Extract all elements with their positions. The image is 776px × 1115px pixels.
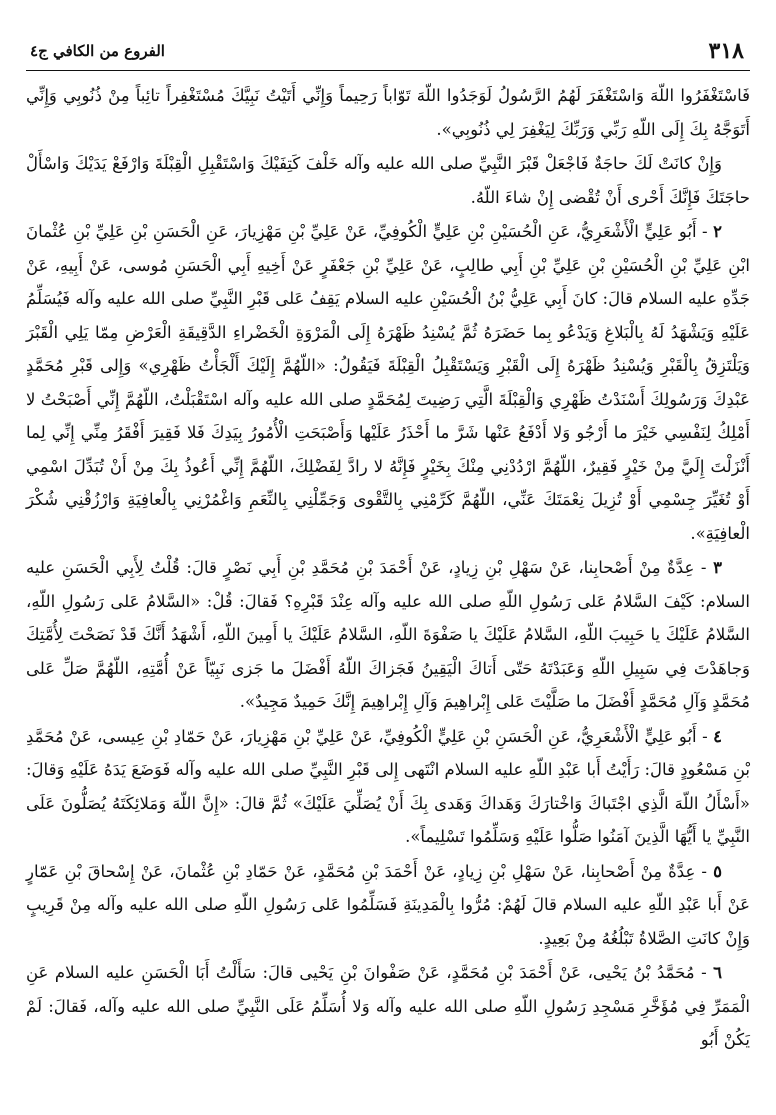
hadith-number: ٢: [713, 222, 722, 241]
body-text: [26, 79, 750, 1057]
hadith-4: ٤ - أَبُو عَلِيٍّ الْأَشْعَرِيُّ، عَنِ الْحَسَنِ بْنِ عَلِيٍّ الْكُوفِيِّ، عَنْ عَلِيِّ بْنِ مَهْزِيارَ، عَنْ حَمّادِ بْنِ عِيسى، عَنْ مُحَمَّدِ بْنِ مَسْعُودٍ قالَ: رَأَيْتُ أَبا عَبْدِ اللّهِ عليه السلام انْتَهى إِلى قَبْرِ النَّبِيِّ صلى الله عليه وآله فَوَضَعَ يَدَهُ عَلَيْهِ وَقالَ: «أَسْأَلُ اللّهَ الَّذِي اجْتَباكَ وَاخْتارَكَ وَهَداكَ وَهَدى بِكَ أَنْ يُصَلِّيَ عَلَيْكَ» ثُمَّ قالَ: «إِنَّ اللّهَ وَمَلائِكَتَهُ يُصَلُّونَ عَلَى النَّبِيِّ يا أَيُّهَا الَّذِينَ آمَنُوا صَلُّوا عَلَيْهِ وَسَلِّمُوا تَسْلِيماً».: [26, 726, 750, 846]
hadith-number: ٣: [713, 558, 722, 577]
paragraph-text: أَبُو عَلِيٍّ الْأَشْعَرِيُّ، عَنِ الْحُسَيْنِ بْنِ عَلِيٍّ الْكُوفِيِّ، عَنْ عَلِيِّ بْنِ مَهْزِيارَ، عَنِ الْحَسَنِ بْنِ عَلِيِّ بْنِ عُثْمانَ ابْنِ عَلِيِّ بْنِ الْحُسَيْنِ بْنِ عَلِيِّ بْنِ أَبِي طالِبٍ، عَنْ عَلِيِّ بْنِ جَعْفَرٍ عَنْ أَخِيهِ أَبِي الْحَسَنِ مُوسى، عَنْ أَبِيهِ، عَنْ جَدِّهِ عليه السلام قالَ: كانَ أَبِي عَلِيُّ بْنُ الْحُسَيْنِ عليه السلام يَقِفُ عَلى قَبْرِ النَّبِيِّ صلى الله عليه وآله فَيُسَلِّمُ عَلَيْهِ وَيَشْهَدُ لَهُ بِالْبَلاغِ وَيَدْعُو بِما حَضَرَهُ ثُمَّ يُسْنِدُ ظَهْرَهُ إِلَى الْمَرْوَةِ الْخَضْراءِ الدَّقِيقَةِ الْعَرْضِ مِمّا يَلِي الْقَبْرَ وَيَلْتَزِقُ بِالْقَبْرِ وَيُسْنِدُ ظَهْرَهُ إِلَى الْقَبْرِ وَيَسْتَقْبِلُ الْقِبْلَةَ فَيَقُولُ: «اللّهُمَّ إِلَيْكَ أَلْجَأْتُ ظَهْرِي» وَإِلى قَبْرِ مُحَمَّدٍ عَبْدِكَ وَرَسُولِكَ أَسْنَدْتُ ظَهْرِي وَالْقِبْلَةَ الَّتِي رَضِيتَ لِمُحَمَّدٍ صلى الله عليه وآله اسْتَقْبَلْتُ، اللّهُمَّ إِنِّي أَصْبَحْتُ لا أَمْلِكُ لِنَفْسِي خَيْرَ ما أَرْجُو وَلا أَدْفَعُ عَنْها شَرَّ ما أَحْذَرُ عَلَيْها وَأَصْبَحَتِ الْأُمُورُ بِيَدِكَ فَلا فَقِيرَ أَفْقَرُ مِنِّي إِنِّي لِما أَنْزَلْتَ إِلَيَّ مِنْ خَيْرٍ فَقِيرٌ، اللّهُمَّ ارْدُدْنِي مِنْكَ بِخَيْرٍ فَإِنَّهُ لا رادَّ لِفَضْلِكَ، اللّهُمَّ إِنِّي أَعُوذُ بِكَ مِنْ أَنْ تُبَدِّلَ اسْمِي أَوْ تُغَيِّرَ جِسْمِي أَوْ تُزِيلَ نِعْمَتَكَ عَنِّي، اللّهُمَّ كَرِّمْنِي بِالتَّقْوى وَجَمِّلْنِي بِالنِّعَمِ وَاغْمُرْنِي بِالْعافِيَةِ وَارْزُقْنِي شُكْرَ الْعافِيَةِ».: [26, 222, 750, 543]
hadith-6: ٦ - مُحَمَّدُ بْنُ يَحْيى، عَنْ أَحْمَدَ بْنِ مُحَمَّدٍ، عَنْ صَفْوانَ بْنِ يَحْيى قالَ: سَأَلْتُ أَبَا الْحَسَنِ عليه السلام عَنِ الْمَمَرِّ فِي مُؤَخَّرِ مَسْجِدِ رَسُولِ اللّهِ صلى الله عليه وآله وَلا أُسَلِّمُ عَلَى النَّبِيِّ صلى الله عليه وآله، فَقالَ: لَمْ يَكُنْ أَبُو: [26, 963, 750, 1049]
paragraph-text: عِدَّةٌ مِنْ أَصْحابِنا، عَنْ سَهْلِ بْنِ زِيادٍ، عَنْ أَحْمَدَ بْنِ مُحَمَّدِ بْنِ أَبِي نَصْرٍ قالَ: قُلْتُ لِأَبِي الْحَسَنِ عليه السلام: كَيْفَ السَّلامُ عَلى رَسُولِ اللّهِ صلى الله عليه وآله عِنْدَ قَبْرِهِ؟ فَقالَ: قُلْ: «السَّلامُ عَلى رَسُولِ اللّهِ، السَّلامُ عَلَيْكَ يا حَبِيبَ اللّهِ، السَّلامُ عَلَيْكَ يا صَفْوَةَ اللّهِ، السَّلامُ عَلَيْكَ يا أَمِينَ اللّهِ، أَشْهَدُ أَنَّكَ قَدْ نَصَحْتَ لِأُمَّتِكَ وَجاهَدْتَ فِي سَبِيلِ اللّهِ وَعَبَدْتَهُ حَتّى أَتاكَ الْيَقِينُ فَجَزاكَ اللّهُ أَفْضَلَ ما جَزى نَبِيّاً عَنْ أُمَّتِهِ، اللّهُمَّ صَلِّ عَلى مُحَمَّدٍ وَآلِ مُحَمَّدٍ أَفْضَلَ ما صَلَّيْتَ عَلى إِبْراهِيمَ وَآلِ إِبْراهِيمَ إِنَّكَ حَمِيدٌ مَجِيدٌ».: [26, 558, 750, 711]
paragraph-text: وَإِنْ كانَتْ لَكَ حاجَةٌ فَاجْعَلْ قَبْرَ النَّبِيِّ صلى الله عليه وآله خَلْفَ كَتِفَيْكَ وَاسْتَقْبِلِ الْقِبْلَةَ وَارْفَعْ يَدَيْكَ وَاسْأَلْ حاجَتَكَ فَإِنَّكَ أَحْرى أَنْ تُقْضى إِنْ شاءَ اللّهُ.: [26, 154, 750, 207]
hadith-number: ٥: [713, 861, 722, 881]
hadith-number: ٦: [713, 963, 722, 982]
paragraph-text: فَاسْتَغْفَرُوا اللّهَ وَاسْتَغْفَرَ لَهُمُ الرَّسُولُ لَوَجَدُوا اللّهَ تَوّاباً رَحِيماً وَإِنِّي أَتَيْتُ نَبِيَّكَ مُسْتَغْفِراً تائِباً مِنْ ذُنُوبِي وَإِنِّي أَتَوَجَّهُ بِكَ إِلَى اللّهِ رَبِّي وَرَبِّكَ لِيَغْفِرَ لِي ذُنُوبِي».: [26, 86, 750, 139]
paragraph-text: مُحَمَّدُ بْنُ يَحْيى، عَنْ أَحْمَدَ بْنِ مُحَمَّدٍ، عَنْ صَفْوانَ بْنِ يَحْيى قالَ: سَأَلْتُ أَبَا الْحَسَنِ عليه السلام عَنِ الْمَمَرِّ فِي مُؤَخَّرِ مَسْجِدِ رَسُولِ اللّهِ صلى الله عليه وآله وَلا أُسَلِّمُ عَلَى النَّبِيِّ صلى الله عليه وآله، فَقالَ: لَمْ يَكُنْ أَبُو: [26, 963, 750, 1049]
paragraph-need: [26, 147, 750, 214]
hadith-3: ٣ - عِدَّةٌ مِنْ أَصْحابِنا، عَنْ سَهْلِ بْنِ زِيادٍ، عَنْ أَحْمَدَ بْنِ مُحَمَّدِ بْنِ أَبِي نَصْرٍ قالَ: قُلْتُ لِأَبِي الْحَسَنِ عليه السلام: كَيْفَ السَّلامُ عَلى رَسُولِ اللّهِ صلى الله عليه وآله عِنْدَ قَبْرِهِ؟ فَقالَ: قُلْ: «السَّلامُ عَلى رَسُولِ اللّهِ، السَّلامُ عَلَيْكَ يا حَبِيبَ اللّهِ، السَّلامُ عَلَيْكَ يا صَفْوَةَ اللّهِ، السَّلامُ عَلَيْكَ يا أَمِينَ اللّهِ، أَشْهَدُ أَنَّكَ قَدْ نَصَحْتَ لِأُمَّتِكَ وَجاهَدْتَ فِي سَبِيلِ اللّهِ وَعَبَدْتَهُ حَتّى أَتاكَ الْيَقِينُ فَجَزاكَ اللّهُ أَفْضَلَ ما جَزى نَبِيّاً عَنْ أُمَّتِهِ، اللّهُمَّ صَلِّ عَلى مُحَمَّدٍ وَآلِ مُحَمَّدٍ أَفْضَلَ ما صَلَّيْتَ عَلى إِبْراهِيمَ وَآلِ إِبْراهِيمَ إِنَّكَ حَمِيدٌ مَجِيدٌ».: [26, 558, 750, 711]
paragraph-text: أَبُو عَلِيٍّ الْأَشْعَرِيُّ، عَنِ الْحَسَنِ بْنِ عَلِيٍّ الْكُوفِيِّ، عَنْ عَلِيِّ بْنِ مَهْزِيارَ، عَنْ حَمّادِ بْنِ عِيسى، عَنْ مُحَمَّدِ بْنِ مَسْعُودٍ قالَ: رَأَيْتُ أَبا عَبْدِ اللّهِ عليه السلام انْتَهى إِلى قَبْرِ النَّبِيِّ صلى الله عليه وآله فَوَضَعَ يَدَهُ عَلَيْهِ وَقالَ: «أَسْأَلُ اللّهَ الَّذِي اجْتَباكَ وَاخْتارَكَ وَهَداكَ وَهَدى بِكَ أَنْ يُصَلِّيَ عَلَيْكَ» ثُمَّ قالَ: «إِنَّ اللّهَ وَمَلائِكَتَهُ يُصَلُّونَ عَلَى النَّبِيِّ يا أَيُّهَا الَّذِينَ آمَنُوا صَلُّوا عَلَيْهِ وَسَلِّمُوا تَسْلِيماً».: [26, 726, 750, 846]
page-number: ٣١٨: [708, 38, 744, 64]
book-title: الفروع من الكافي ج٤: [30, 42, 165, 60]
hadith-number: ٤: [713, 726, 722, 746]
page-header: [26, 36, 750, 71]
hadith-2: ٢ - أَبُو عَلِيٍّ الْأَشْعَرِيُّ، عَنِ الْحُسَيْنِ بْنِ عَلِيٍّ الْكُوفِيِّ، عَنْ عَلِيِّ بْنِ مَهْزِيارَ، عَنِ الْحَسَنِ بْنِ عَلِيِّ بْنِ عُثْمانَ ابْنِ عَلِيِّ بْنِ الْحُسَيْنِ بْنِ عَلِيِّ بْنِ أَبِي طالِبٍ، عَنْ عَلِيِّ بْنِ جَعْفَرٍ عَنْ أَخِيهِ أَبِي الْحَسَنِ مُوسى، عَنْ أَبِيهِ، عَنْ جَدِّهِ عليه السلام قالَ: كانَ أَبِي عَلِيُّ بْنُ الْحُسَيْنِ عليه السلام يَقِفُ عَلى قَبْرِ النَّبِيِّ صلى الله عليه وآله فَيُسَلِّمُ عَلَيْهِ وَيَشْهَدُ لَهُ بِالْبَلاغِ وَيَدْعُو بِما حَضَرَهُ ثُمَّ يُسْنِدُ ظَهْرَهُ إِلَى الْمَرْوَةِ الْخَضْراءِ الدَّقِيقَةِ الْعَرْضِ مِمّا يَلِي الْقَبْرَ وَيَلْتَزِقُ بِالْقَبْرِ وَيُسْنِدُ ظَهْرَهُ إِلَى الْقَبْرِ وَيَسْتَقْبِلُ الْقِبْلَةَ فَيَقُولُ: «اللّهُمَّ إِلَيْكَ أَلْجَأْتُ ظَهْرِي» وَإِلى قَبْرِ مُحَمَّدٍ عَبْدِكَ وَرَسُولِكَ أَسْنَدْتُ ظَهْرِي وَالْقِبْلَةَ الَّتِي رَضِيتَ لِمُحَمَّدٍ صلى الله عليه وآله اسْتَقْبَلْتُ، اللّهُمَّ إِنِّي أَصْبَحْتُ لا أَمْلِكُ لِنَفْسِي خَيْرَ ما أَرْجُو وَلا أَدْفَعُ عَنْها شَرَّ ما أَحْذَرُ عَلَيْها وَأَصْبَحَتِ الْأُمُورُ بِيَدِكَ فَلا فَقِيرَ أَفْقَرُ مِنِّي إِنِّي لِما أَنْزَلْتَ إِلَيَّ مِنْ خَيْرٍ فَقِيرٌ، اللّهُمَّ ارْدُدْنِي مِنْكَ بِخَيْرٍ فَإِنَّهُ لا رادَّ لِفَضْلِكَ، اللّهُمَّ إِنِّي أَعُوذُ بِكَ مِنْ أَنْ تُبَدِّلَ اسْمِي أَوْ تُغَيِّرَ جِسْمِي أَوْ تُزِيلَ نِعْمَتَكَ عَنِّي، اللّهُمَّ كَرِّمْنِي بِالتَّقْوى وَجَمِّلْنِي بِالنِّعَمِ وَاغْمُرْنِي بِالْعافِيَةِ وَارْزُقْنِي شُكْرَ الْعافِيَةِ».: [26, 222, 750, 543]
paragraph-continuation: [26, 79, 750, 146]
hadith-5: ٥ - عِدَّةٌ مِنْ أَصْحابِنا، عَنْ سَهْلِ بْنِ زِيادٍ، عَنْ أَحْمَدَ بْنِ مُحَمَّدٍ، عَنْ حَمّادِ بْنِ عُثْمانَ، عَنْ إِسْحاقَ بْنِ عَمّارٍ عَنْ أَبا عَبْدِ اللّهِ عليه السلام قالَ لَهُمْ: مُرُّوا بِالْمَدِينَةِ فَسَلِّمُوا عَلى رَسُولِ اللّهِ صلى الله عليه وآله مِنْ قَرِيبٍ وَإِنْ كانَتِ الصَّلاةُ تَبْلُغُهُ مِنْ بَعِيدٍ.: [26, 861, 750, 948]
paragraph-text: عِدَّةٌ مِنْ أَصْحابِنا، عَنْ سَهْلِ بْنِ زِيادٍ، عَنْ أَحْمَدَ بْنِ مُحَمَّدٍ، عَنْ حَمّادِ بْنِ عُثْمانَ، عَنْ إِسْحاقَ بْنِ عَمّارٍ عَنْ أَبا عَبْدِ اللّهِ عليه السلام قالَ لَهُمْ: مُرُّوا بِالْمَدِينَةِ فَسَلِّمُوا عَلى رَسُولِ اللّهِ صلى الله عليه وآله مِنْ قَرِيبٍ وَإِنْ كانَتِ الصَّلاةُ تَبْلُغُهُ مِنْ بَعِيدٍ.: [26, 861, 750, 948]
